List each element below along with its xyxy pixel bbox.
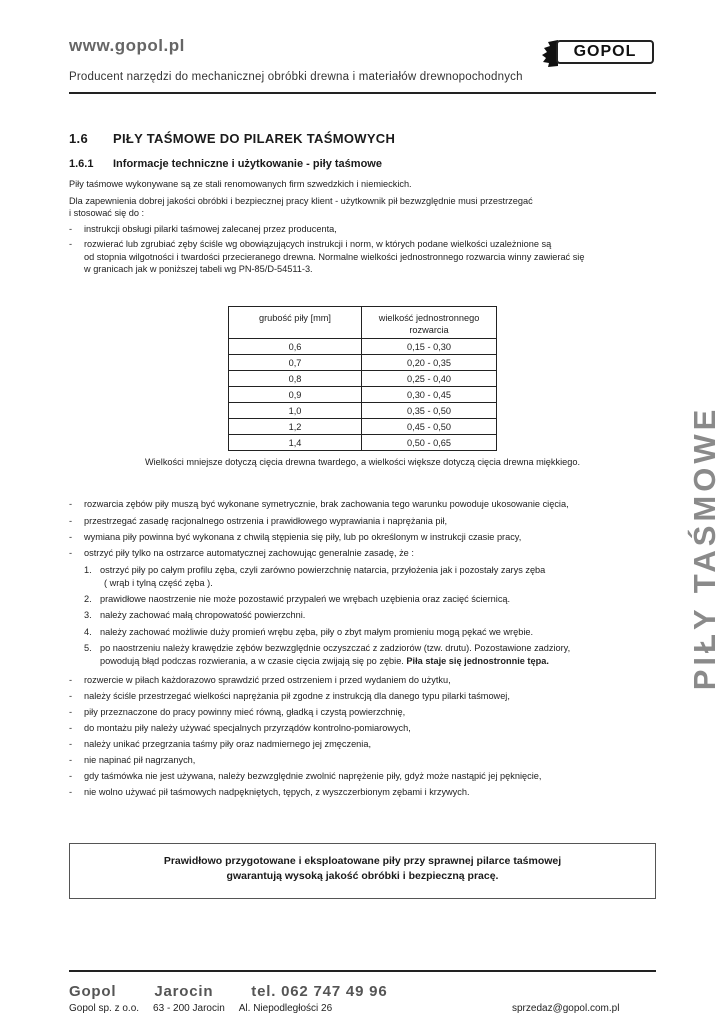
bullet-dash: - (69, 675, 73, 685)
table-cell: 0,6 (229, 339, 362, 355)
bullet-dash: - (69, 499, 73, 509)
item-text: powodują błąd podczas rozwierania, a w czasie cięcia zwijają się po zębie. (100, 655, 407, 666)
website-url[interactable]: www.gopol.pl (69, 36, 185, 55)
footer-company: Gopol (69, 983, 117, 1000)
item-text-last (100, 655, 549, 668)
notice-box (69, 843, 656, 899)
table-cell: 1,2 (229, 419, 362, 435)
item-text-bold: Piła staje się jednostronnie tępa. (406, 655, 549, 666)
subsection-heading (69, 158, 382, 170)
table-cell: 0,25 - 0,40 (362, 371, 497, 387)
bullet-text: w granicach jak w poniższej tabeli wg PN-85/D-54511-3. (84, 264, 313, 275)
table-row (229, 387, 497, 403)
logo-text: GOPOL (573, 43, 637, 60)
item-text: należy zachować możliwie duży promień wrębu zęba, piły o zbyt małym promieniu mogą pękać we wrębie. (100, 627, 534, 637)
bullet-dash: - (69, 707, 73, 717)
bullet-text: należy unikać przegrzania taśmy piły oraz nadmiernego jej zmęczenia, (84, 739, 371, 749)
item-number: 1. (84, 565, 92, 575)
bullet-text: wymiana piły powinna być wykonana z chwilą stępienia się piły, lub po określonym w instrukcji czasie pracy, (84, 532, 522, 542)
side-title (680, 350, 725, 745)
bullet-dash: - (69, 532, 73, 542)
table-cell: 0,45 - 0,50 (362, 419, 497, 435)
footer-divider (69, 970, 656, 972)
gopol-logo (540, 38, 658, 68)
table-row (229, 339, 497, 355)
table-cell: 0,8 (229, 371, 362, 387)
item-text: ( wrąb i tylną część zęba ). (104, 577, 213, 588)
bullet-text: instrukcji obsługi pilarki taśmowej zalecanej przez producenta, (84, 224, 337, 234)
table-header-kerf (362, 307, 497, 339)
item-text: należy zachować małą chropowatość powierzchni. (100, 610, 306, 620)
bullet-text: rozwierać lub zgrubiać zęby ściśle wg obowiązujących instrukcji i norm, w których podane wielkości uzależnione są (84, 239, 552, 249)
item-number: 3. (84, 610, 92, 620)
bullet-dash: - (69, 516, 73, 526)
table-cell: 0,20 - 0,35 (362, 355, 497, 371)
table-header-kerf-text: wielkość jednostronnego rozwarcia (378, 313, 480, 335)
table-cell: 0,9 (229, 387, 362, 403)
bullet-text: ostrzyć piły tylko na ostrzarce automatycznej zachowując generalnie zasadę, że : (84, 548, 414, 558)
table-cell: 0,35 - 0,50 (362, 403, 497, 419)
item-number: 2. (84, 594, 92, 604)
item-text: po naostrzeniu należy krawędzie zębów bezwzględnie oczyszczać z zadziorów (tzw. drutu). Pozostawione zadziory, (100, 643, 571, 653)
bullet-dash: - (69, 224, 73, 234)
table-caption: Wielkości mniejsze dotyczą cięcia drewna twardego, a wielkości większe dotyczą cięcia drewna miękkiego. (144, 457, 581, 467)
bullet-text: do montażu piły należy używać specjalnych przyrządów kontrolno-pomiarowych, (84, 723, 411, 733)
footer-email[interactable]: sprzedaz@gopol.com.pl (512, 1003, 620, 1014)
item-number: 4. (84, 627, 92, 637)
company-tagline: Producent narzędzi do mechanicznej obróbki drewna i materiałów drewnopochodnych (69, 71, 523, 83)
table-row (229, 355, 497, 371)
subsection-number: 1.6.1 (69, 158, 94, 170)
bullet-dash: - (69, 755, 73, 765)
notice-line-1: Prawidłowo przygotowane i eksploatowane piły przy sprawnej pilarce taśmowej (163, 855, 562, 867)
bullet-text: rozwercie w piłach każdorazowo sprawdzić przed ostrzeniem i przed wydaniem do użytku, (84, 675, 451, 685)
bullet-dash: - (69, 548, 73, 558)
item-text: ostrzyć piły po całym profilu zęba, czyli zarówno powierzchnię natarcia, przyłożenia jak i pozostały zarys zęba (100, 565, 546, 575)
footer-phone: tel. 062 747 49 96 (251, 983, 388, 1000)
item-number: 5. (84, 643, 92, 653)
bullet-dash: - (69, 239, 73, 249)
bullet-dash: - (69, 771, 73, 781)
footer-postal: 63 - 200 Jarocin (153, 1003, 225, 1014)
table-cell: 0,30 - 0,45 (362, 387, 497, 403)
bullet-text: rozwarcia zębów piły muszą być wykonane symetrycznie, brak zachowania tego warunku powoduje ukosowanie cięcia, (84, 499, 569, 509)
table-row (229, 419, 497, 435)
bullet-dash: - (69, 739, 73, 749)
section-number: 1.6 (69, 131, 88, 146)
kerf-table (228, 306, 497, 451)
intro-line-2: Dla zapewnienia dobrej jakości obróbki i bezpiecznej pracy klient - użytkownik pił bezwzględnie musi przestrzegać (69, 196, 533, 206)
footer-address (69, 1003, 340, 1014)
table-cell: 0,15 - 0,30 (362, 339, 497, 355)
table-cell: 1,0 (229, 403, 362, 419)
bullet-text: nie napinać pił nagrzanych, (84, 755, 196, 765)
section-heading (69, 131, 395, 146)
subsection-title: Informacje techniczne i użytkowanie - piły taśmowe (113, 158, 382, 170)
footer-city: Jarocin (154, 983, 214, 1000)
bullet-text: od stopnia wilgotności i twardości przecieranego drewna. Normalne wielkości jednostronnego rozwarcia winny zawierać się (84, 251, 585, 262)
notice-line-2: gwarantują wysoką jakość obróbki i bezpieczną pracę. (226, 870, 499, 882)
bullet-dash: - (69, 787, 73, 797)
bullet-text: gdy taśmówka nie jest używana, należy bezwzględnie zwolnić naprężenie piły, gdyż może nastąpić jej pęknięcie, (84, 771, 542, 781)
table-cell: 1,4 (229, 435, 362, 451)
table-cell: 0,50 - 0,65 (362, 435, 497, 451)
bullet-dash: - (69, 723, 73, 733)
section-title: PIŁY TAŚMOWE DO PILAREK TAŚMOWYCH (113, 131, 396, 146)
intro-line-3: i stosować się do : (69, 208, 145, 218)
bullet-text: należy ściśle przestrzegać wielkości naprężania pił zgodne z instrukcją dla danego typu pilarki taśmowej, (84, 691, 510, 701)
bullet-dash: - (69, 691, 73, 701)
bullet-text: piły przeznaczone do pracy powinny mieć równą, gładką i czystą powierzchnię, (84, 707, 406, 717)
bullet-text: nie wolno używać pił taśmowych nadpękniętych, tępych, z wyszczerbionym zębami i krzywych. (84, 787, 470, 797)
table-cell: 0,7 (229, 355, 362, 371)
side-title-text: PIŁY TAŚMOWE (687, 405, 722, 690)
table-header-thickness: grubość piły [mm] (229, 307, 362, 339)
footer-contact (69, 983, 395, 1000)
footer-legal-name: Gopol sp. z o.o. (69, 1003, 140, 1014)
intro-line-1: Piły taśmowe wykonywane są ze stali renomowanych firm szwedzkich i niemieckich. (69, 179, 412, 189)
item-text: prawidłowe naostrzenie nie może pozostawić przypaleń we wrębach uzębienia oraz zacięć ściernicą. (100, 594, 511, 604)
table-header-row (229, 307, 497, 339)
table-row (229, 403, 497, 419)
header-divider (69, 92, 656, 94)
bullet-text: przestrzegać zasadę racjonalnego ostrzenia i prawidłowego wyprawiania i naprężania pił, (84, 516, 448, 526)
table-row (229, 435, 497, 451)
list-item (69, 238, 656, 278)
table-row (229, 371, 497, 387)
footer-street: Al. Niepodległości 26 (238, 1003, 333, 1014)
